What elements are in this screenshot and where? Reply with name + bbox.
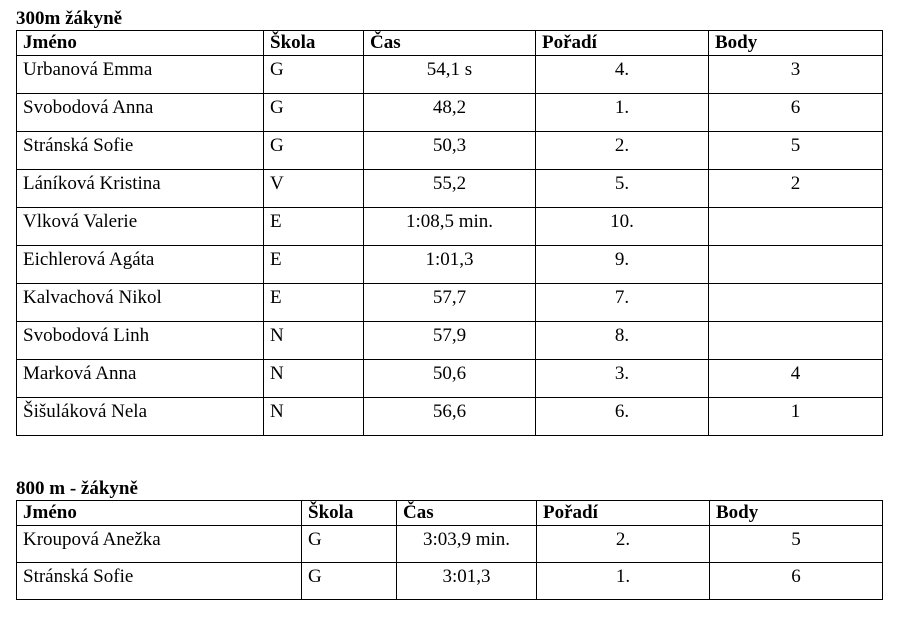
cell-time: 56,6: [364, 398, 536, 436]
table-row: [17, 208, 883, 246]
table-row: [17, 563, 883, 600]
header-skola: Škola: [302, 501, 397, 526]
header-poradi: Pořadí: [536, 31, 709, 56]
cell-school: G: [302, 563, 397, 600]
cell-points: 5: [710, 526, 883, 563]
table-row: [17, 170, 883, 208]
cell-school: N: [264, 398, 364, 436]
cell-school: G: [264, 94, 364, 132]
table-header-row: [17, 501, 883, 526]
cell-school: N: [264, 360, 364, 398]
cell-name: Urbanová Emma: [17, 56, 264, 94]
cell-school: E: [264, 208, 364, 246]
section-title: 800 m - žákyně: [16, 478, 138, 499]
cell-name: Svobodová Linh: [17, 322, 264, 360]
header-body: Body: [709, 31, 883, 56]
table-row: [17, 398, 883, 436]
cell-time: 54,1 s: [364, 56, 536, 94]
cell-rank: 2.: [537, 526, 710, 563]
table-row: [17, 132, 883, 170]
cell-name: Vlková Valerie: [17, 208, 264, 246]
section-title: 300m žákyně: [16, 8, 123, 29]
table-row: [17, 360, 883, 398]
cell-points: 2: [709, 170, 883, 208]
cell-rank: 5.: [536, 170, 709, 208]
results-section-800m: [16, 478, 883, 600]
cell-points: 6: [709, 94, 883, 132]
cell-school: E: [264, 284, 364, 322]
table-row: [17, 246, 883, 284]
cell-time: 48,2: [364, 94, 536, 132]
cell-rank: 2.: [536, 132, 709, 170]
cell-time: 3:01,3: [397, 563, 537, 600]
cell-rank: 3.: [536, 360, 709, 398]
cell-time: 50,3: [364, 132, 536, 170]
header-jmeno: Jméno: [17, 31, 264, 56]
cell-school: G: [264, 132, 364, 170]
cell-rank: 10.: [536, 208, 709, 246]
header-jmeno: Jméno: [17, 501, 302, 526]
cell-time: 1:01,3: [364, 246, 536, 284]
cell-name: Kalvachová Nikol: [17, 284, 264, 322]
cell-rank: 8.: [536, 322, 709, 360]
cell-school: G: [302, 526, 397, 563]
table-row: [17, 284, 883, 322]
cell-time: 57,9: [364, 322, 536, 360]
table-header-row: [17, 31, 883, 56]
results-section-300m: [16, 8, 883, 436]
cell-points: 4: [709, 360, 883, 398]
cell-name: Marková Anna: [17, 360, 264, 398]
header-cas: Čas: [397, 501, 537, 526]
cell-time: 57,7: [364, 284, 536, 322]
cell-name: Kroupová Anežka: [17, 526, 302, 563]
table-row: [17, 526, 883, 563]
cell-points: [709, 246, 883, 284]
cell-points: 1: [709, 398, 883, 436]
header-poradi: Pořadí: [537, 501, 710, 526]
header-skola: Škola: [264, 31, 364, 56]
cell-time: 1:08,5 min.: [364, 208, 536, 246]
results-table-300m: [16, 30, 883, 436]
cell-points: 5: [709, 132, 883, 170]
header-body: Body: [710, 501, 883, 526]
cell-school: E: [264, 246, 364, 284]
cell-rank: 7.: [536, 284, 709, 322]
cell-school: N: [264, 322, 364, 360]
cell-name: Šišuláková Nela: [17, 398, 264, 436]
cell-name: Eichlerová Agáta: [17, 246, 264, 284]
cell-points: [709, 284, 883, 322]
table-row: [17, 56, 883, 94]
cell-points: 3: [709, 56, 883, 94]
cell-school: V: [264, 170, 364, 208]
table-row: [17, 94, 883, 132]
cell-rank: 6.: [536, 398, 709, 436]
cell-points: [709, 208, 883, 246]
cell-rank: 4.: [536, 56, 709, 94]
cell-name: Svobodová Anna: [17, 94, 264, 132]
cell-time: 55,2: [364, 170, 536, 208]
cell-name: Stránská Sofie: [17, 563, 302, 600]
cell-school: G: [264, 56, 364, 94]
cell-name: Stránská Sofie: [17, 132, 264, 170]
table-row: [17, 322, 883, 360]
cell-name: Láníková Kristina: [17, 170, 264, 208]
cell-rank: 1.: [536, 94, 709, 132]
results-table-800m: [16, 500, 883, 600]
cell-rank: 1.: [537, 563, 710, 600]
cell-time: 50,6: [364, 360, 536, 398]
cell-rank: 9.: [536, 246, 709, 284]
cell-points: [709, 322, 883, 360]
cell-points: 6: [710, 563, 883, 600]
cell-time: 3:03,9 min.: [397, 526, 537, 563]
header-cas: Čas: [364, 31, 536, 56]
